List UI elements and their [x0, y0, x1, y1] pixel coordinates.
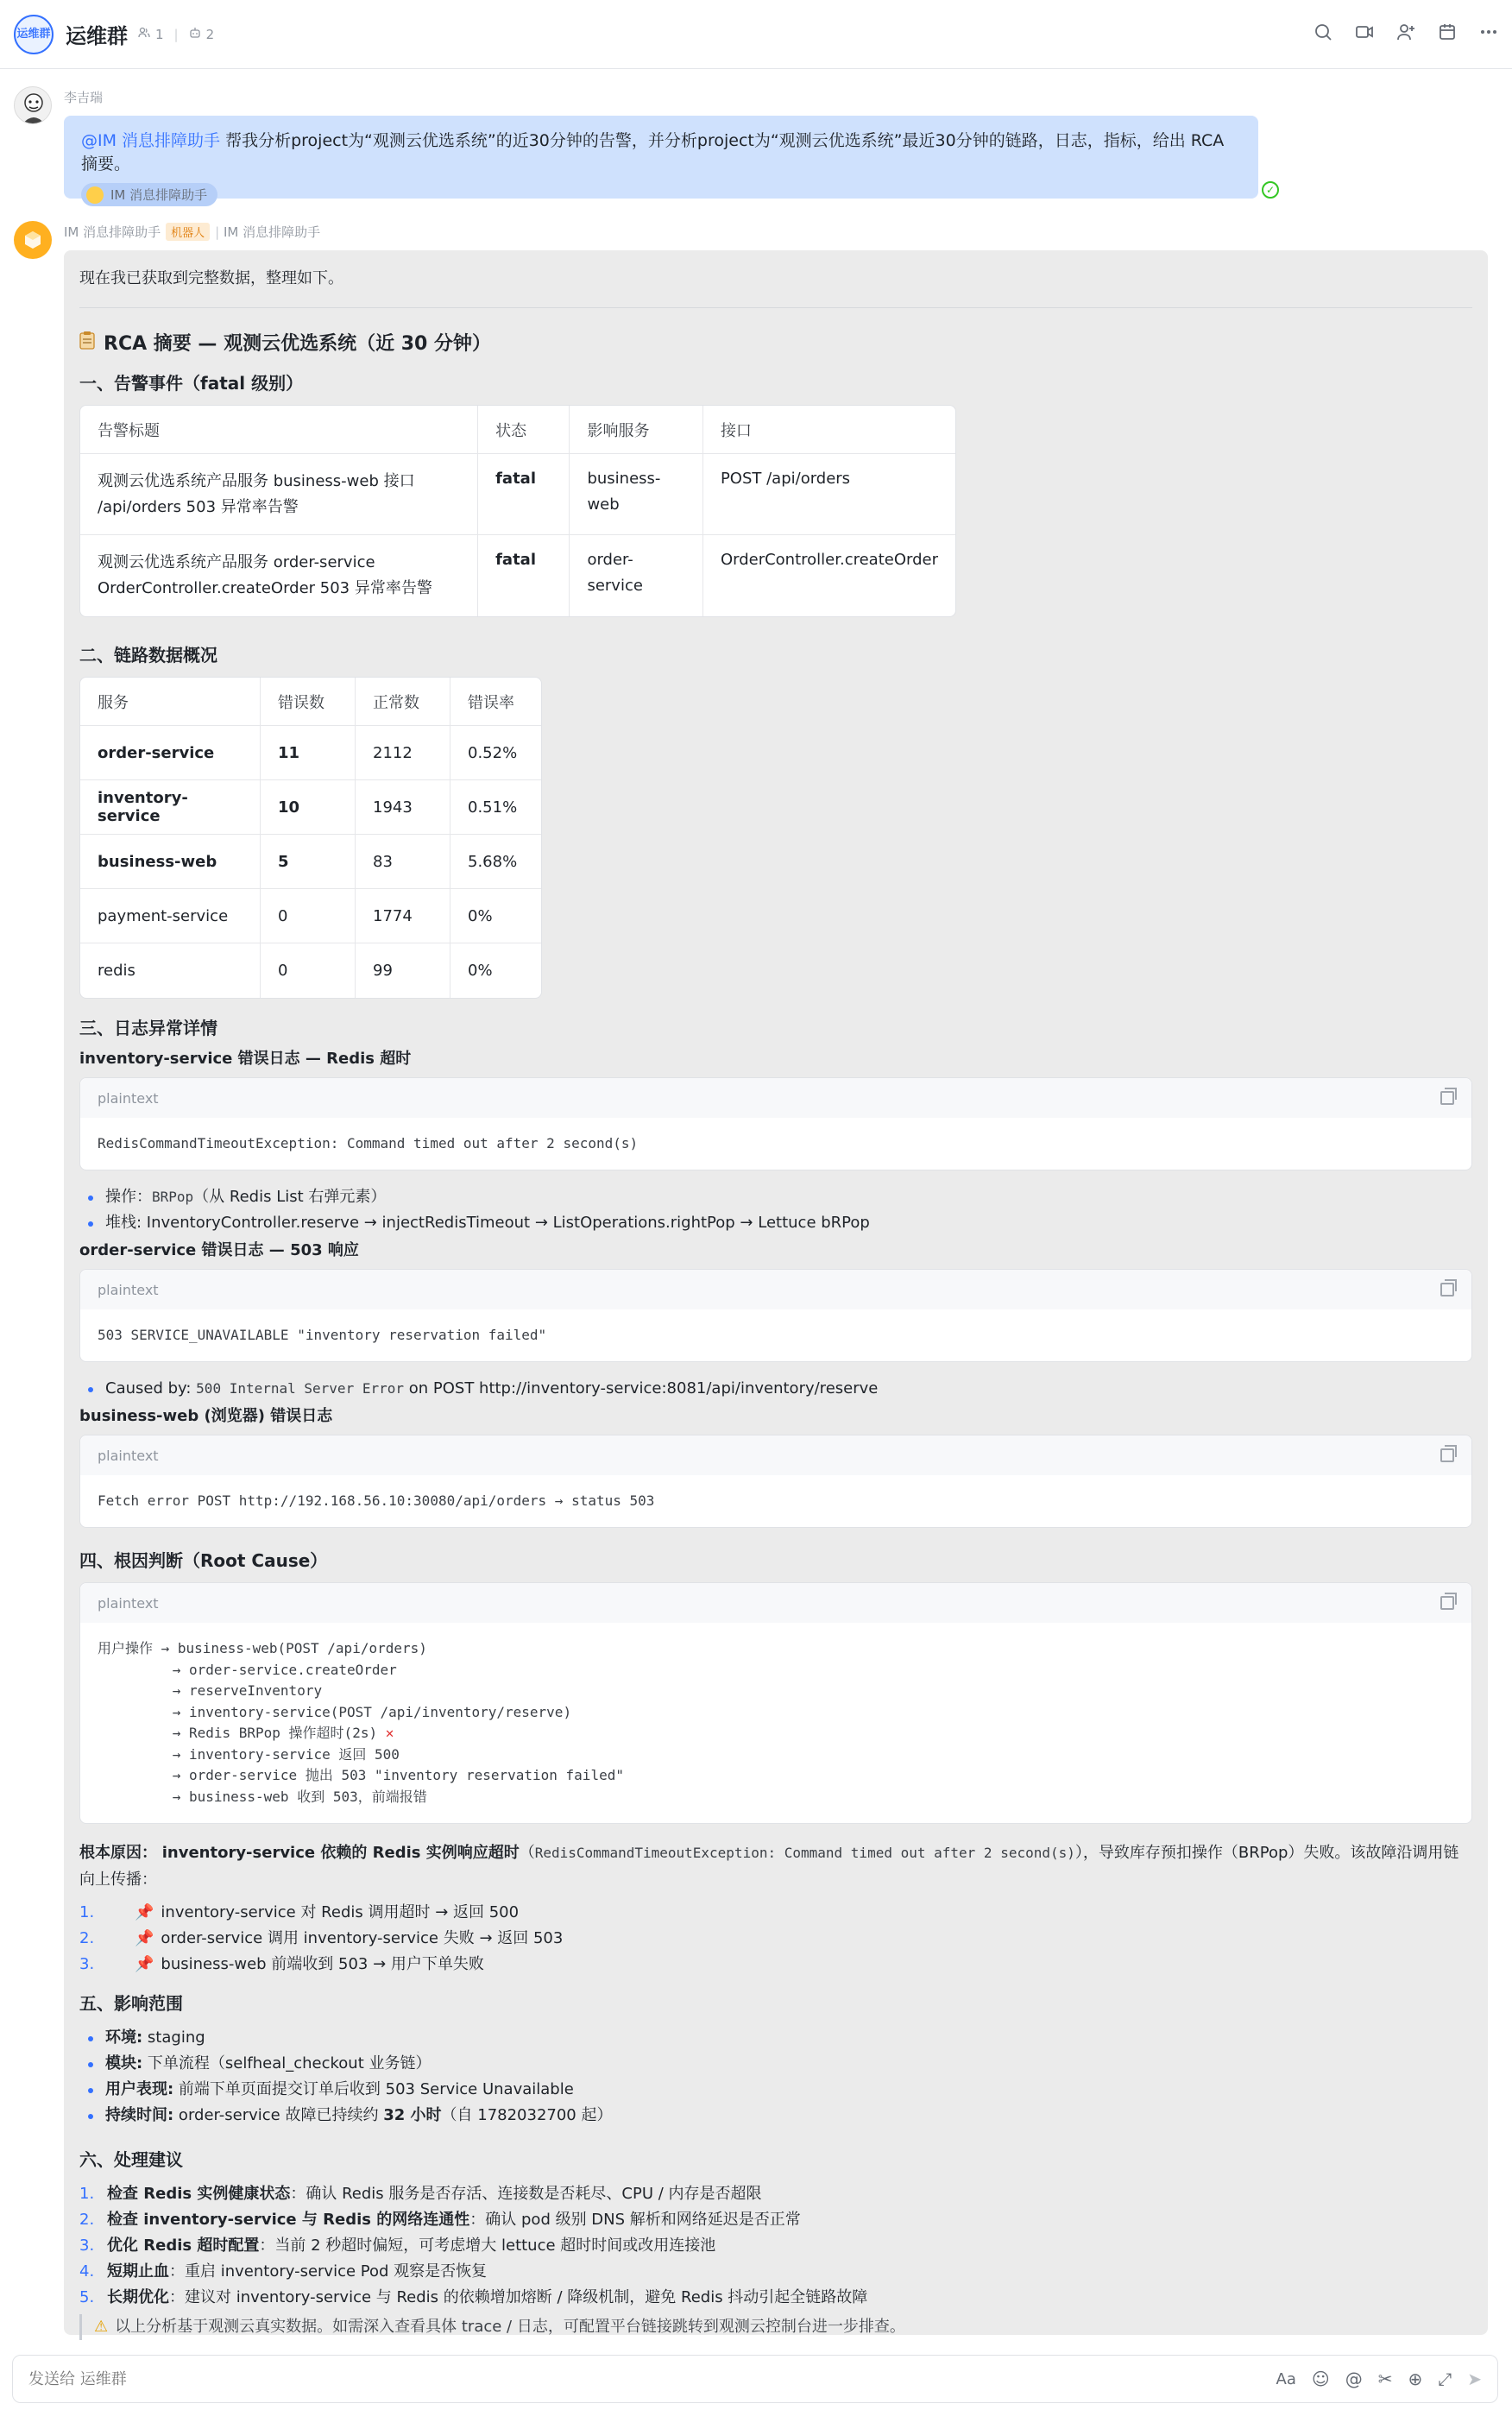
alert-title-cell: 观测云优选系统产品服务 business-web 接口 /api/orders 503 异常率告警 — [80, 454, 478, 535]
code-content: Fetch error POST http://192.168.56.10:30080/api/orders → status 503 — [98, 1492, 655, 1509]
service-cell: inventory-service — [80, 780, 261, 835]
calendar-icon[interactable] — [1438, 22, 1457, 46]
code-lang: plaintext — [98, 1594, 159, 1612]
errors-cell: 5 — [261, 835, 356, 889]
trace-table — [79, 677, 542, 999]
user-message-bubble — [64, 116, 1258, 203]
mention-link[interactable]: @IM 消息排障助手 — [81, 131, 221, 150]
list-item: 2. 检查 inventory-service 与 Redis 的网络连通性：确认 pod 级别 DNS 解析和网络延迟是否正常 — [79, 2211, 801, 2229]
members-icon — [138, 27, 150, 42]
bot-message-bubble — [64, 250, 1488, 2335]
alert-api-cell: OrderController.createOrder — [720, 551, 938, 569]
service-cell: redis — [80, 943, 261, 998]
bot-sender-name[interactable]: IM 消息排障助手 — [64, 224, 161, 240]
chat-header — [0, 0, 1512, 69]
alert-status-cell: fatal — [478, 535, 570, 616]
col-service: 服务 — [80, 678, 261, 726]
ok-cell: 2112 — [356, 726, 450, 780]
copy-icon[interactable] — [1440, 1091, 1454, 1105]
group-title[interactable]: 运维群 — [66, 24, 128, 48]
member-count[interactable]: 1 — [155, 26, 164, 42]
rate-cell: 0% — [450, 889, 541, 943]
emoji-icon[interactable]: ☺ — [1311, 2369, 1330, 2389]
bot-avatar[interactable] — [14, 221, 52, 259]
suggestions-section-title: 六、处理建议 — [79, 2149, 183, 2170]
list-item: 堆栈: InventoryController.reserve → injectRedisTimeout → ListOperations.rightPop → Lettuce bRPop — [79, 1210, 1472, 1236]
table-row — [80, 454, 955, 535]
impact-section-title: 五、影响范围 — [79, 1993, 183, 2014]
code-block — [79, 1582, 1472, 1824]
order-log-details — [79, 1376, 1472, 1402]
rate-cell: 5.68% — [450, 835, 541, 889]
code-content: 503 SERVICE_UNAVAILABLE "inventory reservation failed" — [98, 1327, 547, 1343]
list-item: 环境: staging — [79, 2025, 1472, 2051]
list-item: 3. 📌 business-web 前端收到 503 → 用户下单失败 — [79, 1955, 484, 1973]
table-row — [80, 726, 541, 780]
code-lang: plaintext — [98, 1281, 159, 1298]
errors-cell: 0 — [261, 943, 356, 998]
message-input[interactable] — [28, 2370, 1276, 2388]
col-status: 状态 — [478, 406, 570, 454]
note-quote: ⚠ 以上分析基于观测云真实数据。如需深入查看具体 trace / 日志，可配置平台链接跳转到观测云控制台进一步排查。 — [79, 2314, 1472, 2340]
table-row — [80, 943, 541, 998]
list-item: 5. 长期优化：建议对 inventory-service 与 Redis 的依赖增加熔断 / 降级机制，避免 Redis 抖动引起全链路故障 — [79, 2288, 868, 2306]
code-block — [79, 1435, 1472, 1528]
list-item: 持续时间: order-service 故障已持续约 32 小时（自 1782032700 起） — [79, 2103, 1472, 2129]
clipboard-icon — [79, 331, 95, 355]
more-icon[interactable] — [1479, 22, 1498, 46]
expand-icon[interactable]: ⤢ — [1438, 2369, 1452, 2389]
alert-title-cell: 观测云优选系统产品服务 order-service OrderController.createOrder 503 异常率告警 — [80, 535, 478, 616]
table-row — [80, 780, 541, 835]
code-block — [79, 1077, 1472, 1170]
alert-api-cell: POST /api/orders — [703, 454, 955, 535]
trace-section-title: 二、链路数据概况 — [79, 645, 217, 666]
errors-cell: 10 — [261, 780, 356, 835]
list-item: 3. 优化 Redis 超时配置：当前 2 秒超时偏短，可考虑增大 lettuce 超时时间或改用连接池 — [79, 2237, 716, 2255]
propagation-list — [79, 1900, 1472, 1978]
composer-tools — [1276, 2369, 1483, 2389]
pushpin-icon: 📌 — [135, 1955, 154, 1973]
list-item: 操作：BRPop（从 Redis List 右弹元素） — [79, 1184, 1472, 1210]
call-chain-code: 用户操作 → business-web(POST /api/orders) → order-service.createOrder → reserveInventory → inventory-service(POST /api/inventory/reserve) → Redis BRPop 操作超时(2s) ✕ → inventory-service 返回 500 → order-service 抛出 503 "inventory reservation failed" → business-web 收到 503，前端报错 — [98, 1640, 624, 1805]
list-item: 4. 短期止血：重启 inventory-service Pod 观察是否恢复 — [79, 2262, 488, 2281]
inventory-log-title: inventory-service 错误日志 — Redis 超时 — [79, 1050, 412, 1068]
col-errors: 错误数 — [261, 678, 356, 726]
col-service: 影响服务 — [570, 406, 702, 454]
pushpin-icon: 📌 — [135, 1903, 154, 1921]
impact-list — [79, 2025, 1472, 2129]
cross-icon: ✕ — [385, 1725, 394, 1741]
warning-icon: ⚠ — [94, 2318, 109, 2336]
service-cell: payment-service — [80, 889, 261, 943]
ok-cell: 99 — [356, 943, 450, 998]
code-block — [79, 1269, 1472, 1362]
alerts-section-title: 一、告警事件（fatal 级别） — [79, 373, 304, 394]
mention-icon[interactable]: @ — [1345, 2369, 1363, 2389]
text-format-icon[interactable]: Aa — [1276, 2369, 1296, 2388]
video-call-icon[interactable] — [1355, 22, 1374, 46]
header-actions — [1314, 22, 1498, 46]
logs-section-title: 三、日志异常详情 — [79, 1018, 217, 1038]
suggestions-list — [79, 2181, 1472, 2311]
read-status-icon: ✓ — [1262, 181, 1279, 199]
root-cause-paragraph: 根本原因： inventory-service 依赖的 Redis 实例响应超时（RedisCommandTimeoutException: Command timed out after 2 second(s)），导致库存预扣操作（BRPop）失败。该故障沿调用链向上传播： — [79, 1844, 1459, 1889]
alert-service-cell: business-web — [570, 454, 702, 535]
bot-count[interactable]: 2 — [205, 26, 215, 42]
inventory-log-details — [79, 1184, 1472, 1236]
message-composer — [12, 2355, 1498, 2403]
copy-icon[interactable] — [1440, 1448, 1454, 1462]
list-item: 用户表现: 前端下单页面提交订单后收到 503 Service Unavailable — [79, 2077, 1472, 2103]
group-meta: 1 | 2 — [138, 27, 214, 42]
service-cell: order-service — [80, 726, 261, 780]
bot-via: IM 消息排障助手 — [224, 224, 321, 240]
rate-cell: 0.51% — [450, 780, 541, 835]
ok-cell: 1943 — [356, 780, 450, 835]
user-sender-name: 李吉瑞 — [64, 90, 104, 105]
alerts-table — [79, 405, 956, 617]
mention-chip[interactable]: IM 消息排障助手 — [81, 183, 217, 206]
table-row — [80, 889, 541, 943]
alert-status-cell: fatal — [478, 454, 570, 535]
send-icon[interactable]: ➤ — [1467, 2369, 1482, 2389]
col-ok: 正常数 — [356, 678, 450, 726]
add-member-icon[interactable] — [1396, 22, 1415, 46]
table-row — [80, 535, 955, 616]
code-lang: plaintext — [98, 1447, 159, 1464]
alert-service-cell: order-service — [570, 535, 702, 616]
list-item: 1. 📌 inventory-service 对 Redis 调用超时 → 返回 500 — [79, 1903, 520, 1921]
bot-icon — [189, 27, 201, 42]
root-cause-section-title: 四、根因判断（Root Cause） — [79, 1550, 328, 1571]
copy-icon[interactable] — [1440, 1596, 1454, 1610]
list-item: 2. 📌 order-service 调用 inventory-service 失败 → 返回 503 — [79, 1929, 564, 1947]
code-content: RedisCommandTimeoutException: Command timed out after 2 second(s) — [98, 1135, 639, 1151]
add-icon[interactable]: ⊕ — [1408, 2369, 1423, 2389]
copy-icon[interactable] — [1440, 1283, 1454, 1296]
scissors-icon[interactable]: ✂ — [1377, 2369, 1393, 2389]
list-item: 模块: 下单流程（selfheal_checkout 业务链） — [79, 2051, 1472, 2077]
web-log-title: business-web (浏览器) 错误日志 — [79, 1407, 333, 1425]
intro-text: 现在我已获取到完整数据，整理如下。 — [79, 269, 343, 287]
search-chat-icon[interactable] — [1314, 22, 1332, 46]
bot-tag: 机器人 — [166, 223, 210, 241]
user-message-text: @IM 消息排障助手 帮我分析project为“观测云优选系统”的近30分钟的告警，并分析project为“观测云优选系统”最近30分钟的链路，日志，指标，给出 RCA 摘要。 — [81, 131, 1225, 173]
rca-title: RCA 摘要 — 观测云优选系统（近 30 分钟） — [79, 329, 1472, 356]
bot-sender-line: IM 消息排障助手 机器人 | IM 消息排障助手 — [64, 224, 321, 240]
col-api: 接口 — [703, 406, 955, 454]
list-item: Caused by: 500 Internal Server Error on POST http://inventory-service:8081/api/inventory/reserve — [79, 1376, 1472, 1402]
errors-cell: 0 — [261, 889, 356, 943]
ok-cell: 83 — [356, 835, 450, 889]
col-alert-title: 告警标题 — [80, 406, 478, 454]
user-avatar[interactable] — [14, 86, 52, 124]
code-lang: plaintext — [98, 1089, 159, 1107]
col-error-rate: 错误率 — [450, 678, 541, 726]
list-item: 1. 检查 Redis 实例健康状态：确认 Redis 服务是否存活、连接数是否耗尽、CPU / 内存是否超限 — [79, 2185, 762, 2203]
table-row — [80, 835, 541, 889]
divider — [79, 307, 1472, 308]
rate-cell: 0% — [468, 962, 493, 980]
service-cell: business-web — [80, 835, 261, 889]
pushpin-icon: 📌 — [135, 1929, 154, 1947]
errors-cell: 11 — [261, 726, 356, 780]
order-log-title: order-service 错误日志 — 503 响应 — [79, 1241, 359, 1259]
ok-cell: 1774 — [356, 889, 450, 943]
rate-cell: 0.52% — [450, 726, 541, 780]
bot-face-icon — [86, 186, 104, 204]
group-avatar[interactable]: 运维群 — [14, 15, 54, 54]
